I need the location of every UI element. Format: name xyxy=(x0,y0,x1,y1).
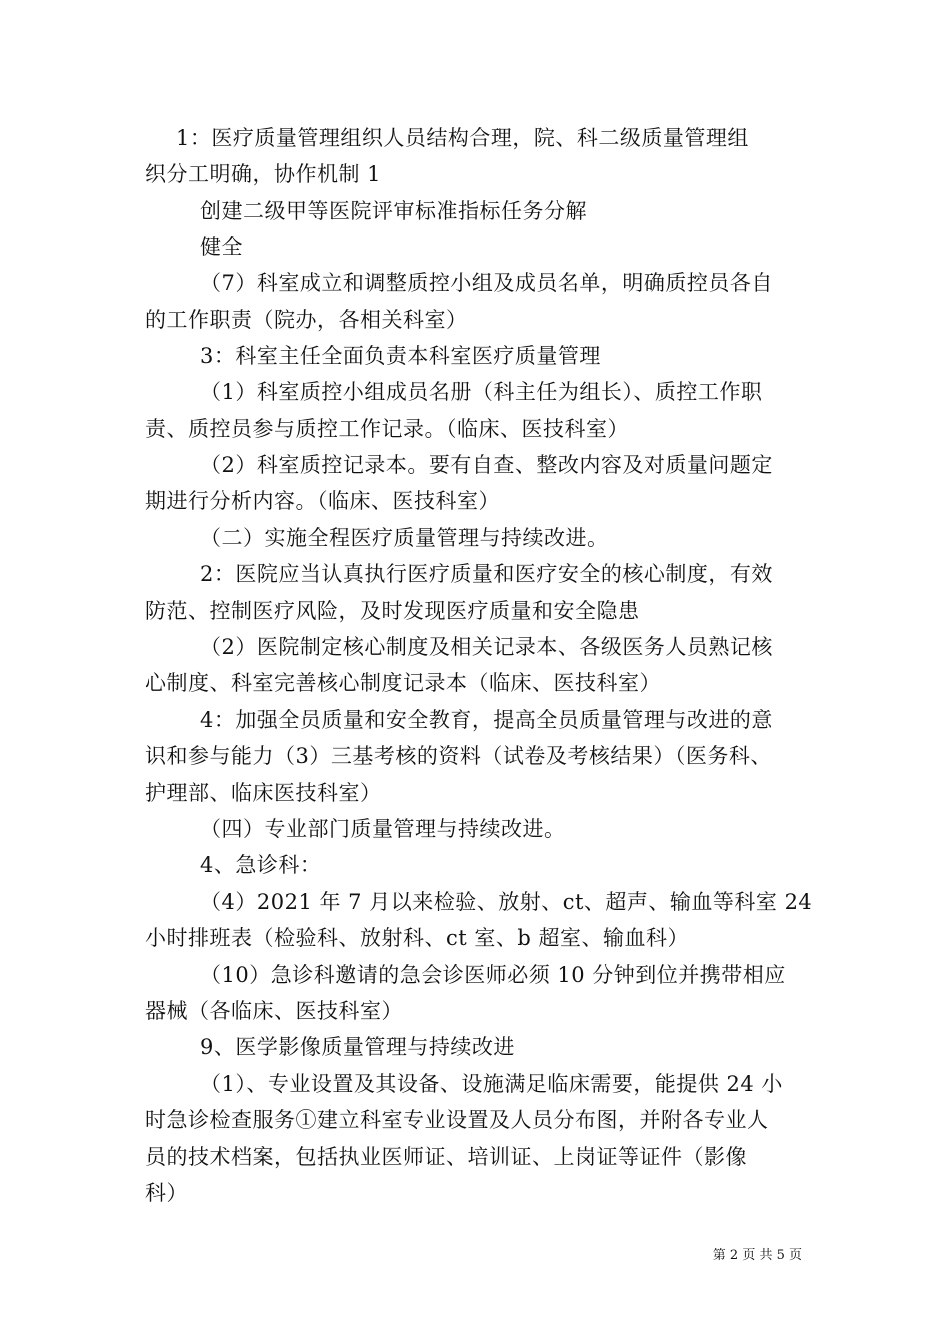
text-line: （7）科室成立和调整质控小组及成员名单，明确质控员各自 xyxy=(200,271,773,295)
text-line: 时急诊检查服务①建立科室专业设置及人员分布图，并附各专业人 xyxy=(145,1108,769,1132)
page-number-footer: 第 2 页 共 5 页 xyxy=(712,1248,802,1263)
text-line: 2：医院应当认真执行医疗质量和医疗安全的核心制度，有效 xyxy=(200,562,773,586)
text-line: 3：科室主任全面负责本科室医疗质量管理 xyxy=(200,344,601,368)
text-line: 识和参与能力（3）三基考核的资料（试卷及考核结果）（医务科、 xyxy=(145,744,772,768)
text-line: （二）实施全程医疗质量管理与持续改进。 xyxy=(200,526,609,550)
text-line: （四）专业部门质量管理与持续改进。 xyxy=(200,817,566,841)
text-line: （1）科室质控小组成员名册（科主任为组长）、质控工作职 xyxy=(200,380,763,404)
text-line: 9、医学影像质量管理与持续改进 xyxy=(200,1035,515,1059)
text-line: （1）、专业设置及其设备、设施满足临床需要，能提供 24 小 xyxy=(200,1072,783,1096)
text-line: 期进行分析内容。（临床、医技科室） xyxy=(145,489,500,513)
text-line: 员的技术档案，包括执业医师证、培训证、上岗证等证件（影像 xyxy=(145,1145,747,1169)
text-line: 健全 xyxy=(200,235,243,259)
text-line: （2）科室质控记录本。要有自查、整改内容及对质量问题定 xyxy=(200,453,773,477)
text-line: 的工作职责（院办，各相关科室） xyxy=(145,308,468,332)
text-line: 护理部、临床医技科室） xyxy=(145,781,382,805)
text-line: 科） xyxy=(145,1181,188,1205)
text-line: 责、质控员参与质控工作记录。（临床、医技科室） xyxy=(145,417,629,441)
text-line: 小时排班表（检验科、放射科、ct 室、b 超室、输血科） xyxy=(145,926,689,950)
text-line: 1：医疗质量管理组织人员结构合理，院、科二级质量管理组 xyxy=(176,126,749,150)
text-line: 创建二级甲等医院评审标准指标任务分解 xyxy=(200,199,587,223)
text-line: 心制度、科室完善核心制度记录本（临床、医技科室） xyxy=(145,671,661,695)
text-line: 织分工明确，协作机制 1 xyxy=(145,162,382,186)
text-line: （10）急诊科邀请的急会诊医师必须 10 分钟到位并携带相应 xyxy=(200,963,786,987)
text-line: （4）2021 年 7 月以来检验、放射、ct、超声、输血等科室 24 xyxy=(200,890,813,914)
text-line: 4、急诊科： xyxy=(200,853,322,877)
text-line: （2）医院制定核心制度及相关记录本、各级医务人员熟记核 xyxy=(200,635,773,659)
text-line: 器械（各临床、医技科室） xyxy=(145,999,403,1023)
text-line: 4：加强全员质量和安全教育，提高全员质量管理与改进的意 xyxy=(200,708,773,732)
text-line: 防范、控制医疗风险，及时发现医疗质量和安全隐患 xyxy=(145,599,640,623)
